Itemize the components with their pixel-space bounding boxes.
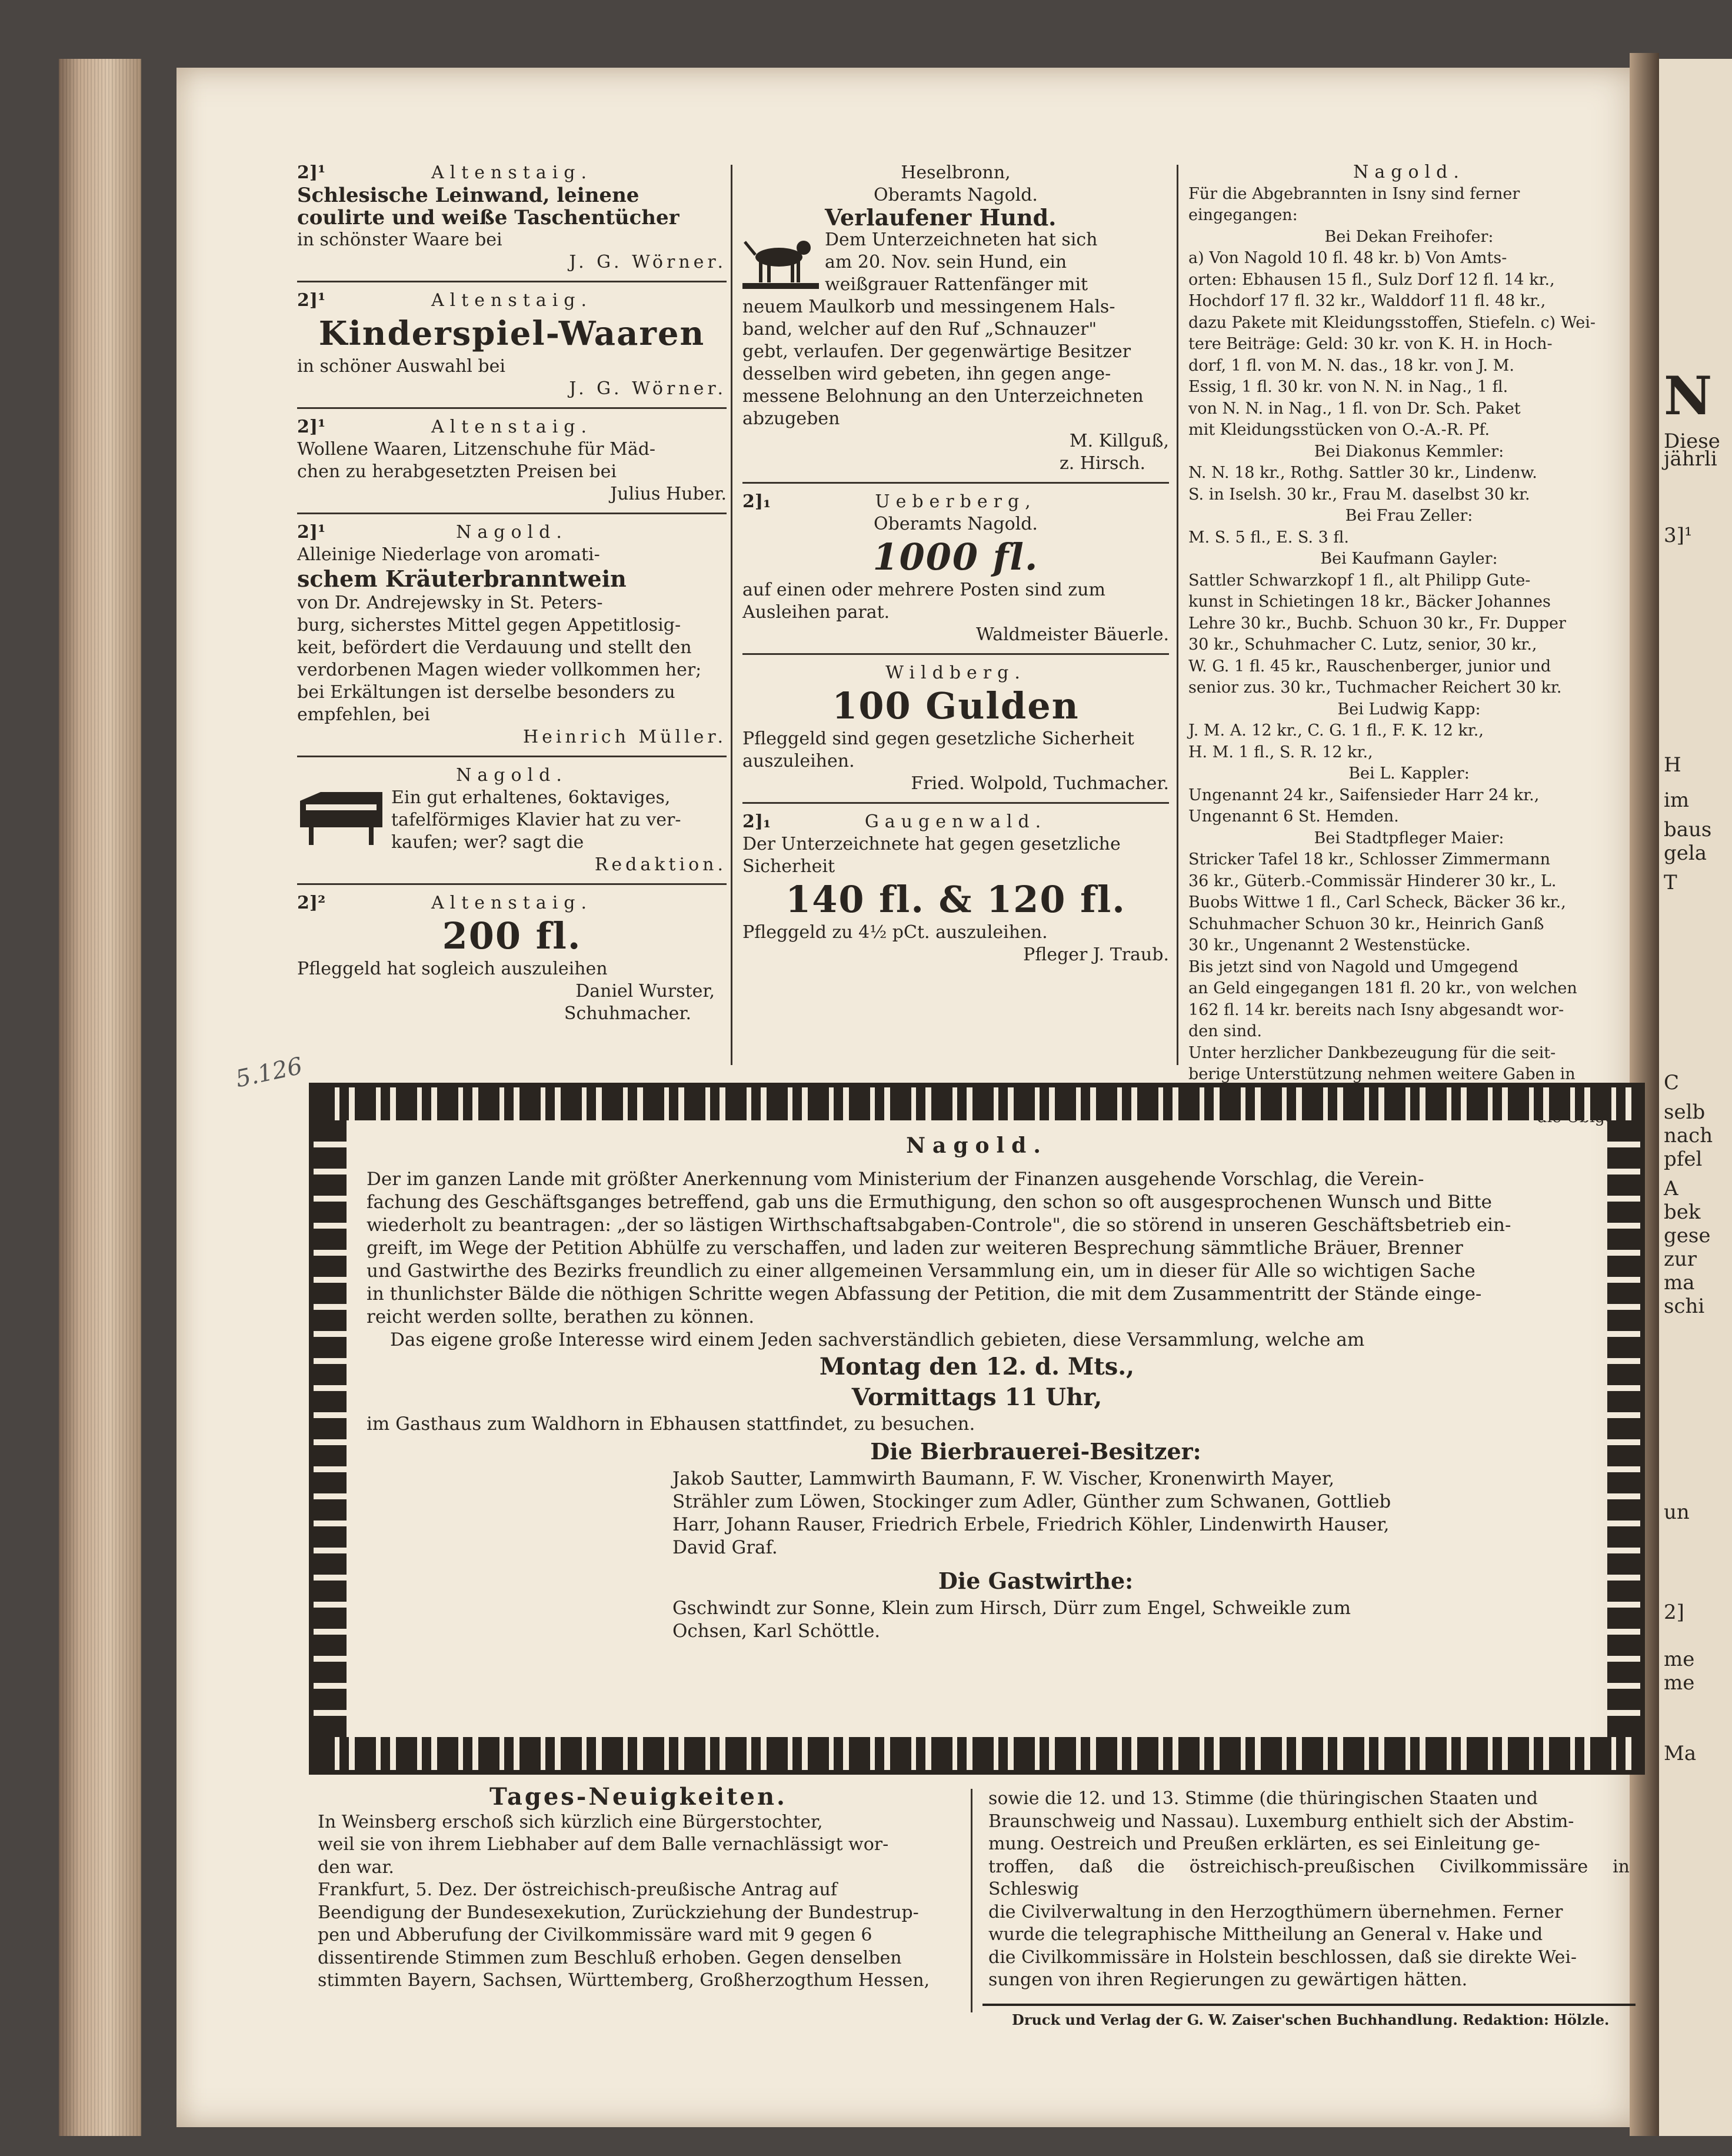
notice-paragraph	[367, 1168, 1587, 1329]
adjacent-page-fragment: pfel	[1664, 1147, 1703, 1171]
ad-verlaufener-hund	[742, 162, 1169, 475]
group-title-innkeepers: Die Gastwirthe:	[938, 1568, 1134, 1594]
pencil-note: 5.126	[233, 1052, 305, 1093]
ad-number: 2]₁	[742, 491, 771, 512]
notice-paragraph-2: Das eigene große Interesse wird einem Jeden sachverständlich gebieten, diese Versammlung, welche am	[390, 1329, 1365, 1350]
notice-line: und Gastwirthe des Bezirks freundlich zu einer allgemeinen Versammlung ein, um in dieser für Alle so wichtigen Sache	[367, 1260, 1475, 1282]
ad-wollene-waaren	[297, 416, 727, 505]
notice-line: reicht werden sollte, berathen zu können.	[367, 1306, 755, 1327]
ad-line: auszuleihen.	[742, 751, 855, 771]
ornament-border-left	[314, 1120, 347, 1737]
adjacent-page-fragment: gese	[1664, 1224, 1711, 1247]
news-left	[318, 1783, 959, 1992]
news-line: den war.	[318, 1856, 394, 1878]
ad-klavier	[297, 764, 727, 876]
ad-line: tafelförmiges Klavier hat zu ver-	[391, 810, 681, 830]
ad-headline: Kinderspiel-Waaren	[318, 314, 705, 353]
column-1	[297, 162, 727, 1025]
adjacent-page-fragment: Diese	[1664, 430, 1720, 453]
ad-place: Altenstaig.	[431, 290, 593, 311]
ad-number: 2]¹	[297, 417, 326, 437]
notice-line: wiederholt zu beantragen: „der so lästigen Wirthschaftsabgaben-Controle", die so störend in unseren Geschäftsbetrieb ein-	[367, 1215, 1511, 1236]
notice-line: Der im ganzen Lande mit größter Anerkennung vom Ministerium der Finanzen ausgehende Vorschlag, die Verein-	[367, 1169, 1424, 1190]
ad-line: Pfleggeld zu 4½ pCt. auszuleihen.	[742, 922, 1048, 943]
donation-line: orten: Ebhausen 15 fl., Sulz Dorf 12 fl. 14 kr.,	[1188, 270, 1555, 289]
news-line: Frankfurt, 5. Dez. Der östreichisch-preußische Antrag auf	[318, 1879, 837, 1900]
ad-line: Pfleggeld sind gegen gesetzliche Sicherheit	[742, 728, 1134, 749]
ad-line: Pfleggeld hat sogleich auszuleihen	[297, 959, 608, 979]
news-line: pen und Abberufung der Civilkommissäre ward mit 9 gegen 6	[318, 1925, 872, 1945]
ad-signature-2: Schuhmacher.	[564, 1003, 691, 1024]
adjacent-page-fragment: jährli	[1664, 447, 1717, 471]
ad-line: am 20. Nov. sein Hund, ein	[825, 252, 1067, 272]
ad-line: Dem Unterzeichneten hat sich	[825, 229, 1098, 250]
column-3	[1188, 162, 1630, 1129]
donation-line: den sind.	[1188, 1022, 1262, 1040]
news-line: sowie die 12. und 13. Stimme (die thüringischen Staaten und	[988, 1788, 1538, 1809]
adjacent-page-fragment: ma	[1664, 1271, 1695, 1295]
notice-venue: im Gasthaus zum Waldhorn in Ebhausen stattfindet, zu besuchen.	[367, 1413, 975, 1435]
ad-line: Alleinige Niederlage von aromati-	[297, 544, 600, 565]
group-title-brewers: Die Bierbrauerei-Besitzer:	[870, 1438, 1201, 1465]
donation-line: Bei Stadtpfleger Maier:	[1314, 829, 1504, 847]
adjacent-page-fragment: schi	[1664, 1295, 1705, 1318]
ad-place: Ueberberg,	[875, 491, 1037, 512]
news-line: wurde die telegraphische Mittheilung an General v. Hake und	[988, 1924, 1543, 1945]
donation-line: Buobs Wittwe 1 fl., Carl Scheck, Bäcker 36 kr.,	[1188, 893, 1566, 911]
ad-signature: J. G. Wörner.	[569, 378, 727, 399]
donation-line: dazu Pakete mit Kleidungsstoffen, Stiefeln. c) Wei-	[1188, 313, 1596, 332]
ad-place: Wildberg.	[885, 663, 1026, 683]
adjacent-page-fragment: A	[1664, 1177, 1678, 1200]
ad-line: Sicherheit	[742, 856, 835, 877]
notice-date: Montag den 12. d. Mts.,	[819, 1353, 1135, 1380]
column-2	[742, 162, 1169, 966]
donation-line: Bei Ludwig Kapp:	[1337, 700, 1481, 718]
donation-line: N. N. 18 kr., Rothg. Sattler 30 kr., Lindenw.	[1188, 464, 1537, 482]
adjacent-page-fragment: gela	[1664, 841, 1707, 865]
ad-signature: Fried. Wolpold, Tuchmacher.	[911, 773, 1169, 794]
section-place: Nagold.	[1353, 162, 1465, 182]
ad-number: 2]₁	[742, 811, 771, 832]
ad-line: von Dr. Andrejewsky in St. Peters-	[297, 593, 603, 613]
donation-line: mit Kleidungsstücken von O.-A.-R. Pf.	[1188, 421, 1490, 439]
ad-kinderspiel	[297, 290, 727, 400]
ad-line: empfehlen, bei	[297, 704, 430, 725]
ad-line: abzugeben	[742, 408, 840, 429]
adjacent-page-fragment: N	[1664, 365, 1713, 427]
ad-line: in schöner Auswahl bei	[297, 356, 505, 377]
ad-signature: Daniel Wurster,	[575, 981, 715, 1002]
adjacent-page-fragment: H	[1664, 753, 1681, 777]
footer-rule	[982, 2004, 1636, 2006]
ad-headline: 200 fl.	[442, 914, 582, 957]
ad-place-2: Oberamts Nagold.	[874, 514, 1038, 534]
ad-place: Altenstaig.	[431, 417, 593, 437]
ad-kraeuterbranntwein	[297, 521, 727, 748]
ad-line: bei Erkältungen ist derselbe besonders zu	[297, 682, 675, 703]
ad-line: in schönster Waare bei	[297, 229, 502, 250]
ad-leinwand	[297, 162, 727, 274]
news-line: Braunschweig und Nassau). Luxemburg enthielt sich der Abstim-	[988, 1811, 1574, 1832]
donation-line: Bei Dekan Freihofer:	[1324, 227, 1494, 246]
ad-signature: J. G. Wörner.	[569, 252, 727, 272]
donation-line: Bis jetzt sind von Nagold und Umgegend	[1188, 957, 1518, 976]
adjacent-page-fragment: bek	[1664, 1200, 1701, 1224]
adjacent-page-fragment: baus	[1664, 818, 1712, 841]
adjacent-page-fragment: 3]¹	[1664, 524, 1693, 547]
assembly-notice	[309, 1083, 1645, 1775]
dog-icon	[742, 229, 819, 294]
ad-signature: M. Killguß,	[1069, 431, 1169, 451]
brewer-line: David Graf.	[672, 1537, 778, 1558]
ad-200-fl	[297, 892, 727, 1025]
ad-line: Der Unterzeichnete hat gegen gesetzliche	[742, 834, 1121, 854]
ad-line: chen zu herabgesetzten Preisen bei	[297, 461, 617, 482]
donation-line: tere Beiträge: Geld: 30 kr. von K. H. in Hoch-	[1188, 335, 1553, 353]
adjacent-page-fragment: me	[1664, 1648, 1695, 1671]
ad-rule	[297, 281, 727, 282]
news-line: troffen, daß die östreichisch-preußischen Civilkommissäre in Schleswig	[988, 1856, 1630, 1899]
donation-line: eingegangen:	[1188, 206, 1298, 224]
ad-line: Wollene Waaren, Litzenschuhe für Mäd-	[297, 439, 656, 460]
ad-line: neuem Maulkorb und messingenem Hals-	[742, 297, 1115, 317]
ad-title: Verlaufener Hund.	[825, 204, 1057, 231]
ad-rule	[297, 756, 727, 757]
news-line: stimmten Bayern, Sachsen, Württemberg, Großherzogthum Hessen,	[318, 1970, 930, 1991]
brewer-line: Jakob Sautter, Lammwirth Baumann, F. W. Vischer, Kronenwirth Mayer,	[672, 1468, 1335, 1489]
ad-headline: 100 Gulden	[832, 684, 1080, 727]
adjacent-page-fragment: me	[1664, 1671, 1695, 1695]
news-line: die Civilkommissäre in Holstein beschlossen, daß sie direkte Wei-	[988, 1947, 1577, 1968]
donation-line: senior zus. 30 kr., Tuchmacher Reichert 30 kr.	[1188, 678, 1562, 697]
donation-line: Ungenannt 6 St. Hemden.	[1188, 807, 1399, 826]
adjacent-page-fragment: Ma	[1664, 1742, 1697, 1765]
ad-line: messene Belohnung an den Unterzeichneten	[742, 386, 1144, 407]
ad-signature: Heinrich Müller.	[523, 727, 727, 747]
donation-line: W. G. 1 fl. 45 kr., Rauschenberger, junior und	[1188, 657, 1551, 676]
ad-signature: Waldmeister Bäuerle.	[975, 624, 1169, 645]
adjacent-page-fragment: selb	[1664, 1100, 1706, 1124]
ad-rule	[742, 482, 1169, 484]
adjacent-page	[1659, 59, 1732, 2136]
ad-line: weißgrauer Rattenfänger mit	[825, 274, 1088, 295]
ad-line: keit, befördert die Verdauung und stellt den	[297, 637, 692, 658]
ad-rule	[742, 802, 1169, 804]
ad-line: burg, sicherstes Mittel gegen Appetitlosig-	[297, 615, 681, 636]
notice-line: in thunlichster Bälde die nöthigen Schritte wegen Abfassung der Petition, die mit dem Zusammentritt der Stände einge-	[367, 1283, 1482, 1305]
ad-signature: Redaktion.	[594, 854, 727, 875]
book-edge	[59, 59, 141, 2136]
ad-line: desselben wird gebeten, ihn gegen ange-	[742, 364, 1111, 384]
donation-line: 36 kr., Güterb.-Commissär Hinderer 30 kr., L.	[1188, 871, 1557, 890]
ad-line: Schlesische Leinwand, leinene	[297, 184, 639, 207]
ad-rule	[297, 883, 727, 885]
ad-number: 2]²	[297, 893, 326, 913]
donation-line: Sattler Schwarzkopf 1 fl., alt Philipp Gute-	[1188, 571, 1531, 590]
news-line: In Weinsberg erschoß sich kürzlich eine Bürgerstochter,	[318, 1811, 823, 1832]
ad-rule	[297, 513, 727, 514]
donation-line: kunst in Schietingen 18 kr., Bäcker Johannes	[1188, 593, 1551, 611]
ad-line: auf einen oder mehrere Posten sind zum	[742, 580, 1105, 600]
adjacent-page-fragment: C	[1664, 1071, 1680, 1094]
notice-place: Nagold.	[906, 1133, 1048, 1158]
news-line: weil sie von ihrem Liebhaber auf dem Balle vernachlässigt wor-	[318, 1834, 889, 1855]
donation-line: Essig, 1 fl. 30 kr. von N. N. in Nag., 1 fl.	[1188, 378, 1508, 396]
innkeeper-line: Ochsen, Karl Schöttle.	[672, 1621, 881, 1642]
donation-line: Stricker Tafel 18 kr., Schlosser Zimmermann	[1188, 850, 1551, 869]
news-line: sungen von ihren Regierungen zu gewärtigen hätten.	[988, 1969, 1468, 1990]
donation-line: dorf, 1 fl. von M. N. das., 18 kr. von J. M.	[1188, 356, 1514, 375]
column-rule	[971, 1789, 972, 2012]
donation-line: Schuhmacher Schuon 30 kr., Heinrich Ganß	[1188, 914, 1544, 933]
donation-line: J. M. A. 12 kr., C. G. 1 fl., F. K. 12 kr.,	[1188, 721, 1484, 740]
news-line: die Civilverwaltung in den Herzogthümern übernehmen. Ferner	[988, 1901, 1563, 1922]
adjacent-page-fragment: zur	[1664, 1247, 1697, 1271]
adjacent-page-fragment: 2]	[1664, 1601, 1684, 1624]
ad-rule	[297, 407, 727, 409]
ad-headline: 1000 fl.	[872, 535, 1039, 578]
news-line: mung. Oestreich und Preußen erklärten, es sei Einleitung ge-	[988, 1834, 1540, 1854]
brewer-line: Harr, Johann Rauser, Friedrich Erbele, Friedrich Köhler, Lindenwirth Hauser,	[672, 1514, 1390, 1535]
donation-line: M. S. 5 fl., E. S. 3 fl.	[1188, 528, 1349, 547]
adjacent-page-fragment: nach	[1664, 1124, 1713, 1147]
donation-line: 30 kr., Schuhmacher C. Lutz, senior, 30 kr.,	[1188, 636, 1537, 654]
donation-line: Hochdorf 17 fl. 32 kr., Walddorf 11 fl. 48 kr.,	[1188, 292, 1546, 310]
donation-line: von N. N. in Nag., 1 fl. von Dr. Sch. Paket	[1188, 399, 1521, 418]
ad-signature-2: z. Hirsch.	[1059, 453, 1145, 474]
ad-line: Ausleihen parat.	[742, 602, 890, 623]
ad-line: gebt, verlaufen. Der gegenwärtige Besitzer	[742, 341, 1131, 362]
ad-1000-fl	[742, 491, 1169, 646]
adjacent-page-fragment: T	[1664, 871, 1677, 894]
donation-line: Bei Frau Zeller:	[1345, 507, 1473, 525]
ad-100-gulden	[742, 662, 1169, 795]
donation-list	[1188, 184, 1630, 1107]
ad-line: verdorbenen Magen wieder vollkommen her;	[297, 660, 702, 680]
ad-line: coulirte und weiße Taschentücher	[297, 206, 680, 229]
adjacent-page-fragment: un	[1664, 1500, 1690, 1524]
donation-line: 162 fl. 14 kr. bereits nach Isny abgesandt wor-	[1188, 1000, 1564, 1019]
donation-line: Lehre 30 kr., Buchb. Schuon 30 kr., Fr. Dupper	[1188, 614, 1566, 633]
donation-line: berige Unterstützung nehmen weitere Gaben in	[1188, 1065, 1576, 1083]
innkeeper-list	[367, 1597, 1587, 1643]
donation-line: Bei Kaufmann Gayler:	[1320, 550, 1498, 568]
donation-line: an Geld eingegangen 181 fl. 20 kr., von welchen	[1188, 979, 1577, 997]
donation-line: Bei Diakonus Kemmler:	[1314, 442, 1504, 461]
news-title: Tages-Neuigkeiten.	[489, 1783, 787, 1811]
ad-place: Gaugenwald.	[864, 811, 1047, 832]
ad-number: 2]¹	[297, 290, 326, 311]
ad-number: 2]¹	[297, 522, 326, 543]
ad-place: Nagold.	[456, 522, 568, 543]
donation-line: Unter herzlicher Dankbezeugung für die seit-	[1188, 1043, 1556, 1062]
ad-140-120-fl	[742, 811, 1169, 966]
ad-headline: 140 fl. & 120 fl.	[785, 878, 1126, 921]
notice-time: Vormittags 11 Uhr,	[851, 1383, 1103, 1411]
news-right	[988, 1788, 1630, 1992]
donation-line: Bei L. Kappler:	[1348, 764, 1470, 783]
news-line: dissentirende Stimmen zum Beschluß erhoben. Gegen denselben	[318, 1947, 902, 1968]
ad-place: Nagold.	[456, 765, 568, 786]
donation-line: Für die Abgebrannten in Isny sind ferner	[1188, 184, 1520, 203]
ad-place-2: Oberamts Nagold.	[874, 185, 1038, 205]
ad-number: 2]¹	[297, 162, 326, 183]
notice-line: fachung des Geschäftsganges betreffend, gab uns die Ermuthigung, den schon so oft ausgesprochenen Wunsch und Bitte	[367, 1192, 1493, 1213]
news-text	[318, 1811, 959, 1992]
ornament-border-right	[1607, 1120, 1640, 1737]
column-rule	[731, 165, 732, 1065]
imprint: Druck und Verlag der G. W. Zaiser'schen Buchhandlung. Redaktion: Hölzle.	[1012, 2011, 1610, 2028]
ad-place: Altenstaig.	[431, 893, 593, 913]
adjacent-page-fragment: im	[1664, 788, 1690, 812]
ad-signature: Pfleger J. Traub.	[1023, 944, 1169, 965]
innkeeper-line: Gschwindt zur Sonne, Klein zum Hirsch, Dürr zum Engel, Schweikle zum	[672, 1598, 1351, 1619]
brewer-line: Strähler zum Löwen, Stockinger zum Adler, Günther zum Schwanen, Gottlieb	[672, 1491, 1391, 1512]
column-rule	[1177, 165, 1178, 1065]
donation-line: a) Von Nagold 10 fl. 48 kr. b) Von Amts-	[1188, 249, 1507, 267]
ad-place: Heselbronn,	[901, 162, 1011, 183]
ad-place: Altenstaig.	[431, 162, 593, 183]
piano-icon	[297, 789, 385, 848]
ad-rule	[742, 653, 1169, 655]
news-line: Beendigung der Bundesexekution, Zurückziehung der Bundestrup-	[318, 1902, 919, 1923]
ad-line: Ein gut erhaltenes, 6oktaviges,	[391, 787, 671, 808]
donation-line: S. in Iselsh. 30 kr., Frau M. daselbst 30 kr.	[1188, 485, 1530, 504]
ad-line: schem Kräuterbranntwein	[297, 565, 627, 592]
ad-signature: Julius Huber.	[610, 484, 727, 504]
donation-line: Ungenannt 24 kr., Saifensieder Harr 24 kr.,	[1188, 786, 1540, 804]
brewer-list	[367, 1468, 1587, 1559]
donation-line: 30 kr., Ungenannt 2 Westenstücke.	[1188, 936, 1471, 954]
donation-line: H. M. 1 fl., S. R. 12 kr.,	[1188, 743, 1373, 761]
notice-line: greift, im Wege der Petition Abhülfe zu verschaffen, und laden zur weiteren Besprechung sämmtliche Bräuer, Brenner	[367, 1237, 1463, 1259]
ornament-border-bottom	[314, 1737, 1640, 1770]
ad-line: band, welcher auf den Ruf „Schnauzer"	[742, 319, 1097, 340]
ad-line: kaufen; wer? sagt die	[391, 832, 584, 853]
ornament-border-top	[314, 1087, 1640, 1120]
